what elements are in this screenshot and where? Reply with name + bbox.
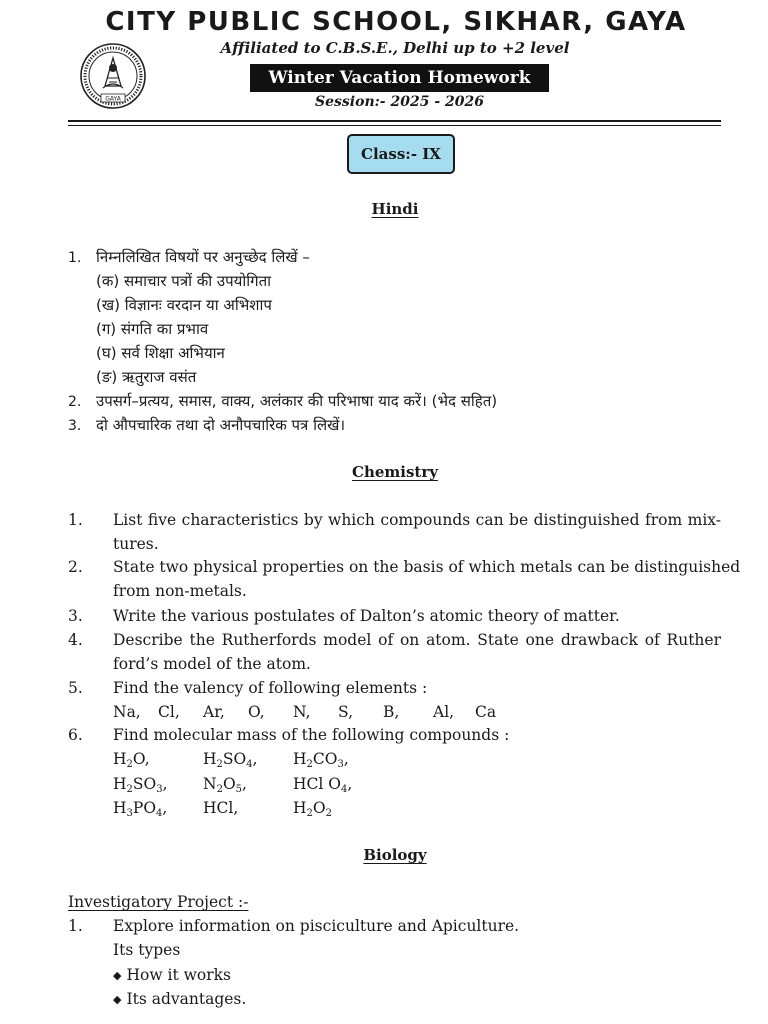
chemistry-item-text-cont: from non-metals. <box>113 582 247 600</box>
biology-types-label: Its types <box>113 941 181 959</box>
chemistry-item-number: 2. <box>68 558 83 576</box>
hindi-subitem: (घ) सर्व शिक्षा अभियान <box>96 344 225 362</box>
compound-formula: $H_2O_2$ <box>293 799 332 819</box>
hindi-item-text: दो औपचारिक तथा दो अनौपचारिक पत्र लिखें। <box>96 416 346 434</box>
element-symbol: Al, <box>433 703 455 721</box>
compound-formula: $H_2SO_3$, <box>113 775 168 795</box>
element-symbol: Ca <box>475 703 497 721</box>
chemistry-item-text-cont: ford’s model of the atom. <box>113 655 311 673</box>
element-symbol: N, <box>293 703 311 721</box>
element-symbol: Ar, <box>203 703 225 721</box>
homework-banner: Winter Vacation Homework <box>250 64 549 92</box>
chemistry-item-text: Find molecular mass of the following compounds : <box>113 726 510 744</box>
diamond-bullet-icon: ◆ <box>113 993 122 1006</box>
school-name: CITY PUBLIC SCHOOL, SIKHAR, GAYA <box>105 7 687 37</box>
biology-bullet <box>113 989 246 1011</box>
session-line: Session:- 2025 - 2026 <box>315 94 484 110</box>
chemistry-item-number: 4. <box>68 631 83 649</box>
biology-bullet <box>113 965 231 987</box>
compound-formula: HCl $O_4$, <box>293 775 353 795</box>
chemistry-item-number: 5. <box>68 679 83 697</box>
hindi-subitem: (क) समाचार पत्रों की उपयोगिता <box>96 272 272 290</box>
element-symbol: Na, <box>113 703 141 721</box>
biology-item-text: Explore information on pisciculture and Apiculture. <box>113 917 520 935</box>
element-symbol: O, <box>248 703 265 721</box>
hindi-subitem: (ख) विज्ञानः वरदान या अभिशाप <box>96 296 272 314</box>
compound-formula: $N_2O_5$, <box>203 775 247 795</box>
hindi-subitem: (ग) संगति का प्रभाव <box>96 320 209 338</box>
chemistry-item-text: Describe the Rutherfords model of on atom. State one drawback of Ruther <box>113 631 721 649</box>
chemistry-heading: Chemistry <box>352 463 438 481</box>
diamond-bullet-icon: ◆ <box>113 969 122 982</box>
chemistry-item-text-cont: tures. <box>113 535 159 553</box>
biology-item-number: 1. <box>68 917 83 935</box>
biology-heading: Biology <box>363 846 427 864</box>
compound-formula: $H_2CO_3$, <box>293 750 349 770</box>
chemistry-item-text: State two physical properties on the basis of which metals can be distinguished <box>113 558 741 576</box>
header-divider-thin <box>68 125 721 126</box>
hindi-item-text: उपसर्ग–प्रत्यय, समास, वाक्य, अलंकार की परिभाषा याद करें। (भेद सहित) <box>96 392 498 410</box>
hindi-item-text: निम्नलिखित विषयों पर अनुच्छेद लिखें – <box>96 248 310 266</box>
class-label-box: Class:- IX <box>347 134 455 174</box>
biology-bullet-text: Its advantages. <box>126 990 247 1008</box>
biology-bullet-text: How it works <box>126 966 231 984</box>
element-symbol: S, <box>338 703 353 721</box>
hindi-heading: Hindi <box>371 200 419 218</box>
compound-formula: $H_2O$, <box>113 750 150 770</box>
compound-formula: HCl, <box>203 799 239 817</box>
hindi-item-number: 2. <box>68 394 82 410</box>
chemistry-item-text: Find the valency of following elements : <box>113 679 428 697</box>
hindi-item-number: 1. <box>68 250 82 266</box>
chemistry-item-text: Write the various postulates of Dalton’s atomic theory of matter. <box>113 607 620 625</box>
chemistry-item-text: List five characteristics by which compounds can be distinguished from mix- <box>113 511 721 529</box>
compound-formula: $H_3PO_4$, <box>113 799 168 819</box>
logo-text: GAYA <box>105 95 121 103</box>
affiliation-line: Affiliated to C.B.S.E., Delhi up to +2 level <box>220 39 570 57</box>
element-symbol: Cl, <box>158 703 180 721</box>
compound-formula: $H_2SO_4$, <box>203 750 258 770</box>
hindi-item-number: 3. <box>68 418 82 434</box>
chemistry-item-number: 6. <box>68 726 83 744</box>
chemistry-item-number: 3. <box>68 607 83 625</box>
chemistry-item-number: 1. <box>68 511 83 529</box>
investigatory-project-label: Investigatory Project :- <box>68 893 249 911</box>
element-symbol: B, <box>383 703 400 721</box>
hindi-subitem: (ङ) ऋतुराज वसंत <box>96 368 197 386</box>
header-divider-thick <box>68 120 721 122</box>
